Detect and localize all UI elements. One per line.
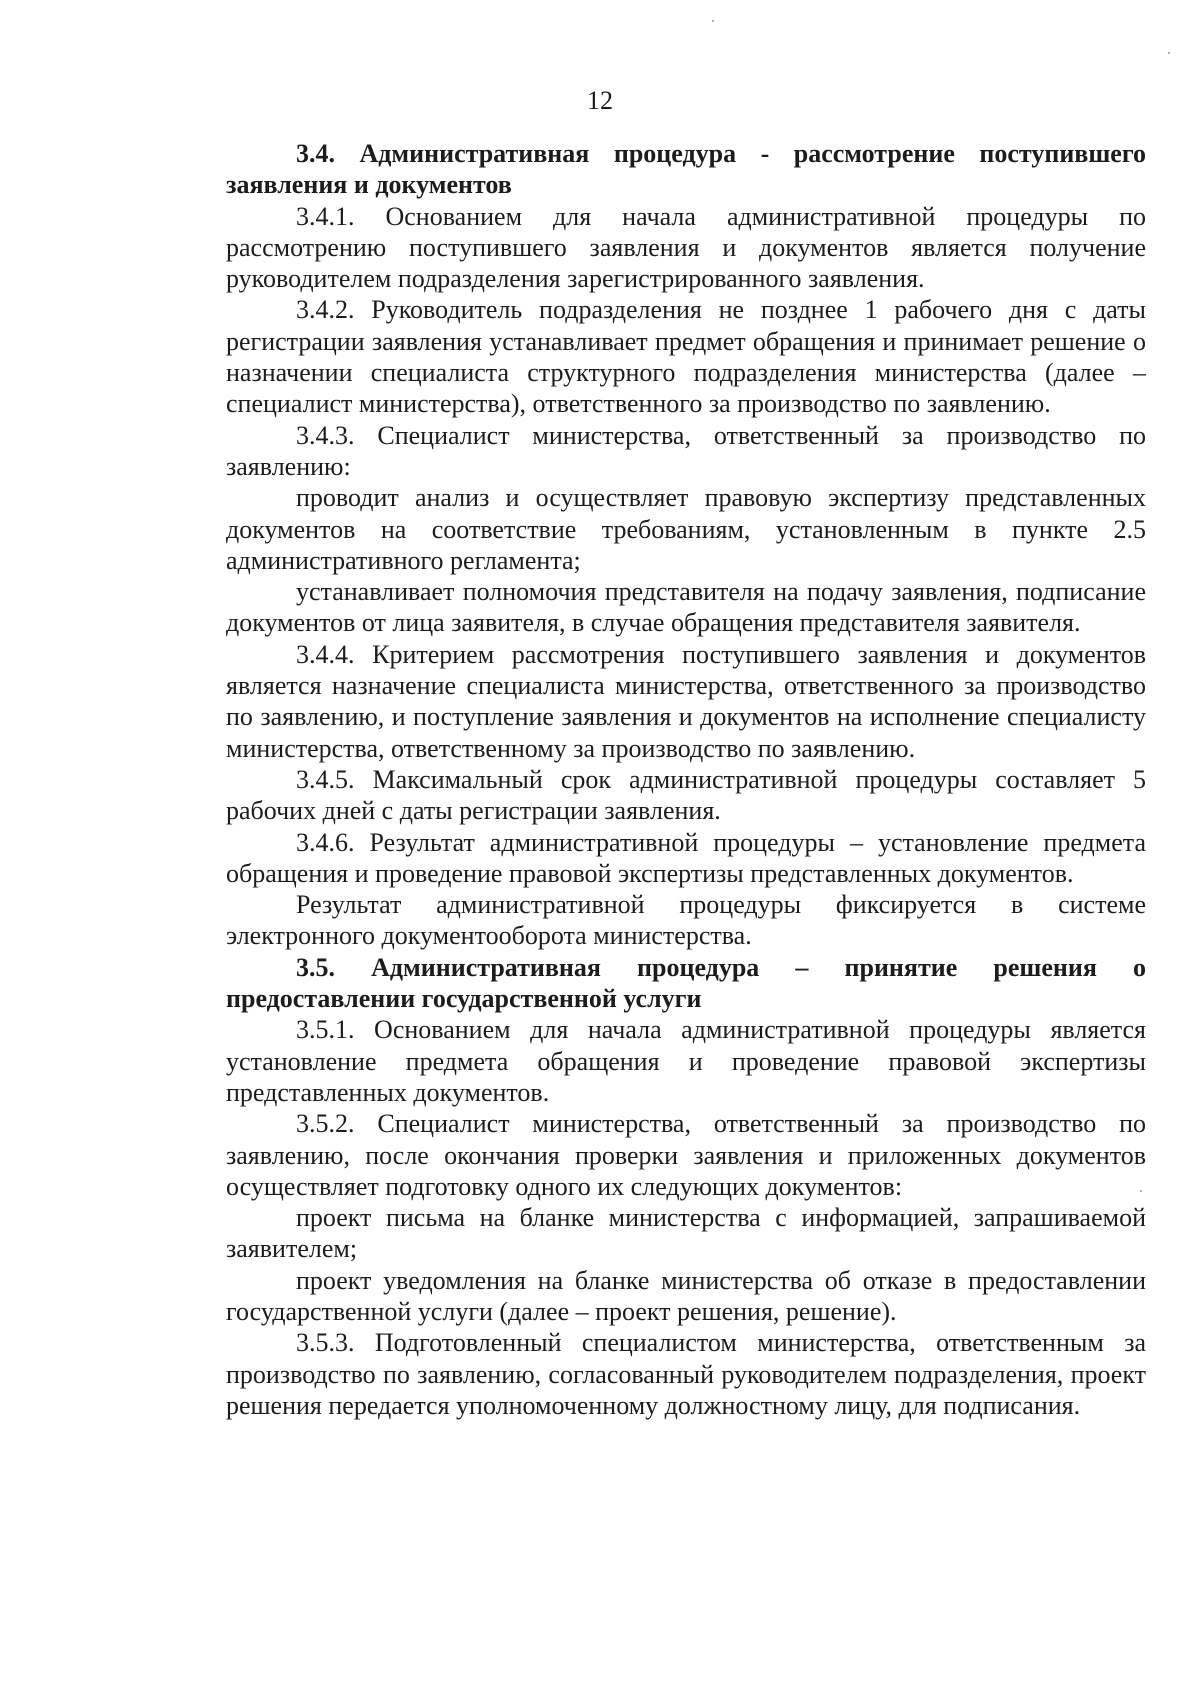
paragraph-3-5-2: 3.5.2. Специалист министерства, ответственный за производство по заявлению, после окончания проверки заявления и приложенных документов осуществляет подготовку одного их следующих документов: [226,1109,1146,1201]
paragraph-3-5-2-item-2: проект уведомления на бланке министерства об отказе в предоставлении государственной услуги (далее – проект решения, решение). [226,1265,1146,1326]
section-heading-3-4: 3.4. Административная процедура - рассмотрение поступившего заявления и документов [226,139,1146,200]
paragraph-3-4-3: 3.4.3. Специалист министерства, ответственный за производство по заявлению: [226,420,1146,481]
paragraph-3-4-6-result: Результат административной процедуры фиксируется в системе электронного документооборота министерства. [226,890,1146,951]
scan-speck [712,20,714,22]
paragraph-3-4-5: 3.4.5. Максимальный срок административной процедуры составляет 5 рабочих дней с даты регистрации заявления. [226,764,1146,826]
section-heading-3-5: 3.5. Административная процедура – принятие решения о предоставлении государственной услуги [226,952,1146,1014]
paragraph-3-4-3-item-1: проводит анализ и осуществляет правовую экспертизу представленных документов на соответствие требованиям, установленным в пункте 2.5 административного регламента; [226,483,1146,575]
paragraph-3-5-2-item-1: проект письма на бланке министерства с информацией, запрашиваемой заявителем; [226,1203,1146,1264]
paragraph-3-4-3-item-2: устанавливает полномочия представителя на подачу заявления, подписание документов от лица заявителя, в случае обращения представителя заявителя. [226,577,1146,638]
paragraph-3-4-2: 3.4.2. Руководитель подразделения не позднее 1 рабочего дня с даты регистрации заявления устанавливает предмет обращения и принимает решение о назначении специалиста структурного подразделения министерства (далее – специалист министерства), ответственного за производство по заявлению. [226,295,1146,419]
paragraph-3-4-4: 3.4.4. Критерием рассмотрения поступившего заявления и документов является назначение специалиста министерства, ответственного за производство по заявлению, и поступление заявления и документов на исполнение специалисту министерства, ответственному за производство по заявлению. [226,639,1146,763]
document-body [226,138,1146,1421]
page-number: 12 [587,86,613,115]
paragraph-3-4-1: 3.4.1. Основанием для начала административной процедуры по рассмотрению поступившего заявления и документов является получение руководителем подразделения зарегистрированного заявления. [226,201,1146,294]
paragraph-3-5-1: 3.5.1. Основанием для начала административной процедуры является установление предмета обращения и проведение правовой экспертизы представленных документов. [226,1015,1146,1107]
paragraph-3-4-6: 3.4.6. Результат административной процедуры – установление предмета обращения и проведение правовой экспертизы представленных документов. [226,827,1146,888]
paragraph-3-5-3: 3.5.3. Подготовленный специалистом министерства, ответственным за производство по заявлению, согласованный руководителем подразделения, проект решения передается уполномоченному должностному лицу, для подписания. [226,1328,1146,1420]
scan-speck [1168,52,1170,54]
scan-speck [1140,1190,1142,1192]
